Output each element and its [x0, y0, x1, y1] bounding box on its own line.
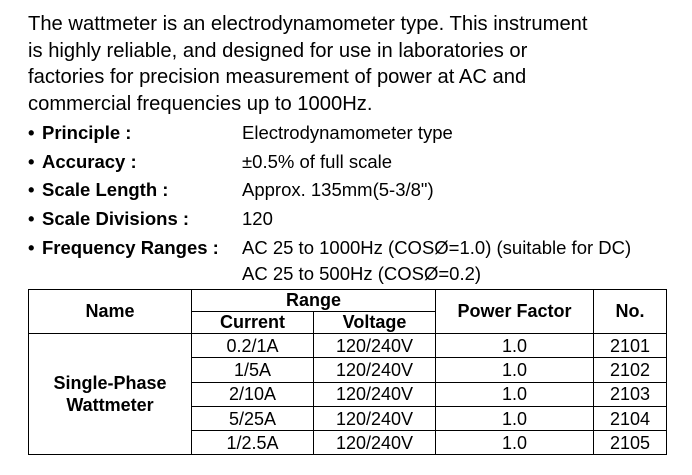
header-voltage: Voltage [314, 312, 436, 334]
intro-line: commercial frequencies up to 1000Hz. [28, 92, 373, 115]
spec-value: Approx. 135mm(5-3/8") [242, 179, 434, 201]
header-current: Current [192, 312, 314, 334]
header-range: Range [192, 290, 436, 312]
current-cell: 2/10A [192, 382, 314, 406]
current-cell: 1/5A [192, 358, 314, 382]
spec-label: Accuracy : [42, 150, 137, 172]
spec-label: Principle : [42, 122, 132, 143]
spec-frequency-continuation: AC 25 to 500Hz (COSØ=0.2) [242, 263, 482, 285]
header-name: Name [29, 290, 192, 334]
spec-principle [28, 119, 688, 148]
spec-value: ±0.5% of full scale [242, 150, 393, 172]
spec-label: Scale Length : [42, 179, 169, 201]
bullet: • [28, 150, 35, 172]
spec-value: 120 [242, 208, 273, 230]
intro-line: factories for precision measurement of power at AC and [28, 66, 527, 88]
current-cell: 1/2.5A [192, 431, 314, 455]
bullet: • [28, 179, 35, 201]
power-factor-cell: 1.0 [436, 406, 594, 430]
wattmeter-table [28, 289, 667, 455]
spec-label: Scale Divisions : [42, 208, 190, 230]
voltage-cell: 120/240V [314, 382, 436, 406]
spec-accuracy [28, 148, 688, 177]
spec-frequency-ranges [28, 234, 688, 263]
bullet: • [28, 236, 35, 258]
bullet: • [28, 122, 35, 143]
intro-line: The wattmeter is an electrodynamometer type. This instrument [28, 13, 588, 35]
voltage-cell: 120/240V [314, 334, 436, 358]
bullet: • [28, 208, 35, 230]
spec-value: Electrodynamometer type [242, 122, 453, 143]
product-name-line: Wattmeter [66, 395, 154, 416]
header-no: No. [594, 290, 667, 334]
spec-scale-divisions [28, 205, 688, 234]
model-no-cell: 2101 [594, 334, 667, 358]
voltage-cell: 120/240V [314, 406, 436, 430]
current-cell: 5/25A [192, 406, 314, 430]
spec-list [28, 119, 688, 286]
product-name-cell [29, 334, 192, 455]
model-no-cell: 2104 [594, 406, 667, 430]
table-row [29, 334, 667, 358]
voltage-cell: 120/240V [314, 431, 436, 455]
model-no-cell: 2102 [594, 358, 667, 382]
spec-scale-length [28, 176, 688, 205]
header-power-factor: Power Factor [436, 290, 594, 334]
model-no-cell: 2105 [594, 431, 667, 455]
intro-paragraph [28, 11, 678, 117]
power-factor-cell: 1.0 [436, 382, 594, 406]
product-name-line: Single-Phase [53, 373, 167, 394]
power-factor-cell: 1.0 [436, 334, 594, 358]
voltage-cell: 120/240V [314, 358, 436, 382]
intro-line: is highly reliable, and designed for use in laboratories or [28, 39, 528, 62]
current-cell: 0.2/1A [192, 334, 314, 358]
model-no-cell: 2103 [594, 382, 667, 406]
power-factor-cell: 1.0 [436, 358, 594, 382]
spec-label: Frequency Ranges : [42, 236, 219, 258]
power-factor-cell: 1.0 [436, 431, 594, 455]
spec-value: AC 25 to 1000Hz (COSØ=1.0) (suitable for DC) [242, 236, 632, 258]
